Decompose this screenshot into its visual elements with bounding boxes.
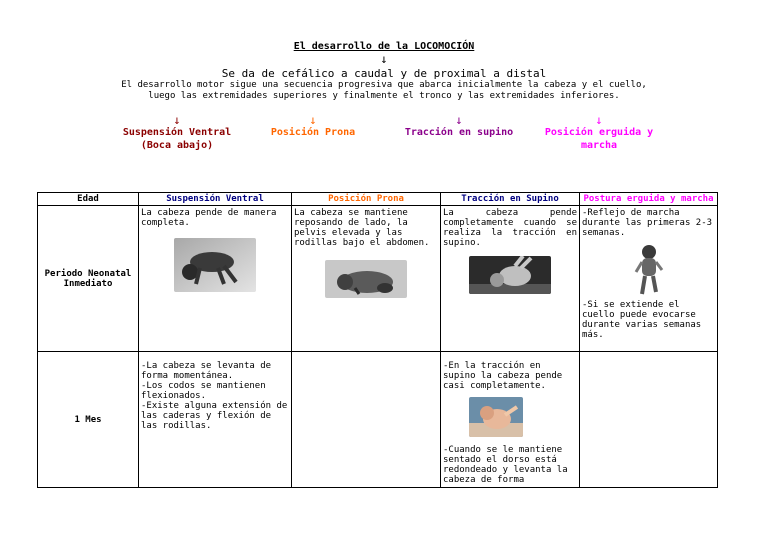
down-arrow-icon: ↓	[380, 52, 388, 66]
cell-marcha	[580, 206, 718, 352]
cell-text: -Si se extiende el cuello puede evocarse durante varias semanas más.	[582, 300, 702, 340]
cell-traccion	[441, 352, 580, 488]
baby-prone-photo	[325, 260, 407, 298]
document-title: El desarrollo de la LOCOMOCIÓN	[293, 41, 475, 52]
cell-prona	[292, 206, 441, 352]
baby-suspended-ventral-photo	[174, 238, 256, 292]
category-label: Suspensión Ventral (Boca abajo)	[122, 127, 232, 151]
document-description	[100, 80, 668, 102]
cell-traccion	[441, 206, 580, 352]
cell-ventral	[139, 206, 292, 352]
header-edad: Edad	[38, 193, 139, 206]
header-posicion-prona: Posición Prona	[292, 193, 441, 206]
cell-text: -En la tracción en supino la cabeza pende casi completamente.	[443, 361, 563, 391]
table-row	[38, 352, 718, 488]
category-posicion-erguida	[532, 114, 666, 152]
category-traccion-supino	[394, 114, 524, 139]
header-postura-erguida: Postura erguida y marcha	[580, 193, 718, 206]
document-subtitle: Se da de cefálico a caudal y de proximal a distal	[221, 67, 547, 80]
header-suspension-ventral: Suspensión Ventral	[139, 193, 292, 206]
category-label: Posición erguida y marcha	[544, 127, 654, 151]
down-arrow-icon: ↓	[455, 113, 463, 127]
header-traccion-supino: Tracción en Supino	[441, 193, 580, 206]
cell-marcha	[580, 352, 718, 488]
description-line-1: El desarrollo motor sigue una secuencia progresiva que abarca inicialmente la cabeza y el cuello,	[121, 80, 647, 90]
cell-text: La cabeza se mantiene reposando de lado, la pelvis elevada y las rodillas bajo el abdomen.	[294, 208, 430, 248]
down-arrow-icon: ↓	[595, 113, 603, 127]
baby-sitting-traction-photo	[469, 397, 523, 437]
cell-prona	[292, 352, 441, 488]
description-line-2: luego las extremidades superiores y finalmente el tronco y las extremidades inferiores.	[148, 91, 620, 101]
cell-ventral	[139, 352, 292, 488]
development-table	[37, 192, 718, 488]
category-posicion-prona	[258, 114, 368, 139]
baby-walking-reflex-photo	[634, 242, 664, 298]
category-suspension-ventral	[122, 114, 232, 152]
cell-text: -Cuando se le mantiene sentado el dorso está redondeado y levanta la cabeza de forma	[443, 445, 568, 485]
category-label: Posición Prona	[270, 127, 356, 138]
down-arrow-icon: ↓	[173, 113, 181, 127]
cell-text: La cabeza pende completamente cuando se realiza la tracción en supino.	[443, 208, 577, 248]
age-cell: 1 Mes	[38, 352, 139, 488]
cell-text: La cabeza pende de manera completa.	[141, 208, 277, 228]
table-row	[38, 206, 718, 352]
down-arrow-icon: ↓	[309, 113, 317, 127]
cell-text: -La cabeza se levanta de forma momentánea. -Los codos se mantienen flexionados. -Existe alguna extensión de las caderas y flexión de las rodillas.	[141, 361, 288, 431]
baby-traction-supine-photo	[469, 256, 551, 294]
cell-text: -Reflejo de marcha durante las primeras 2-3 semanas.	[582, 208, 713, 238]
category-label: Tracción en supino	[404, 127, 514, 138]
age-cell: Periodo Neonatal Inmediato	[38, 206, 139, 352]
table-header-row	[38, 193, 718, 206]
